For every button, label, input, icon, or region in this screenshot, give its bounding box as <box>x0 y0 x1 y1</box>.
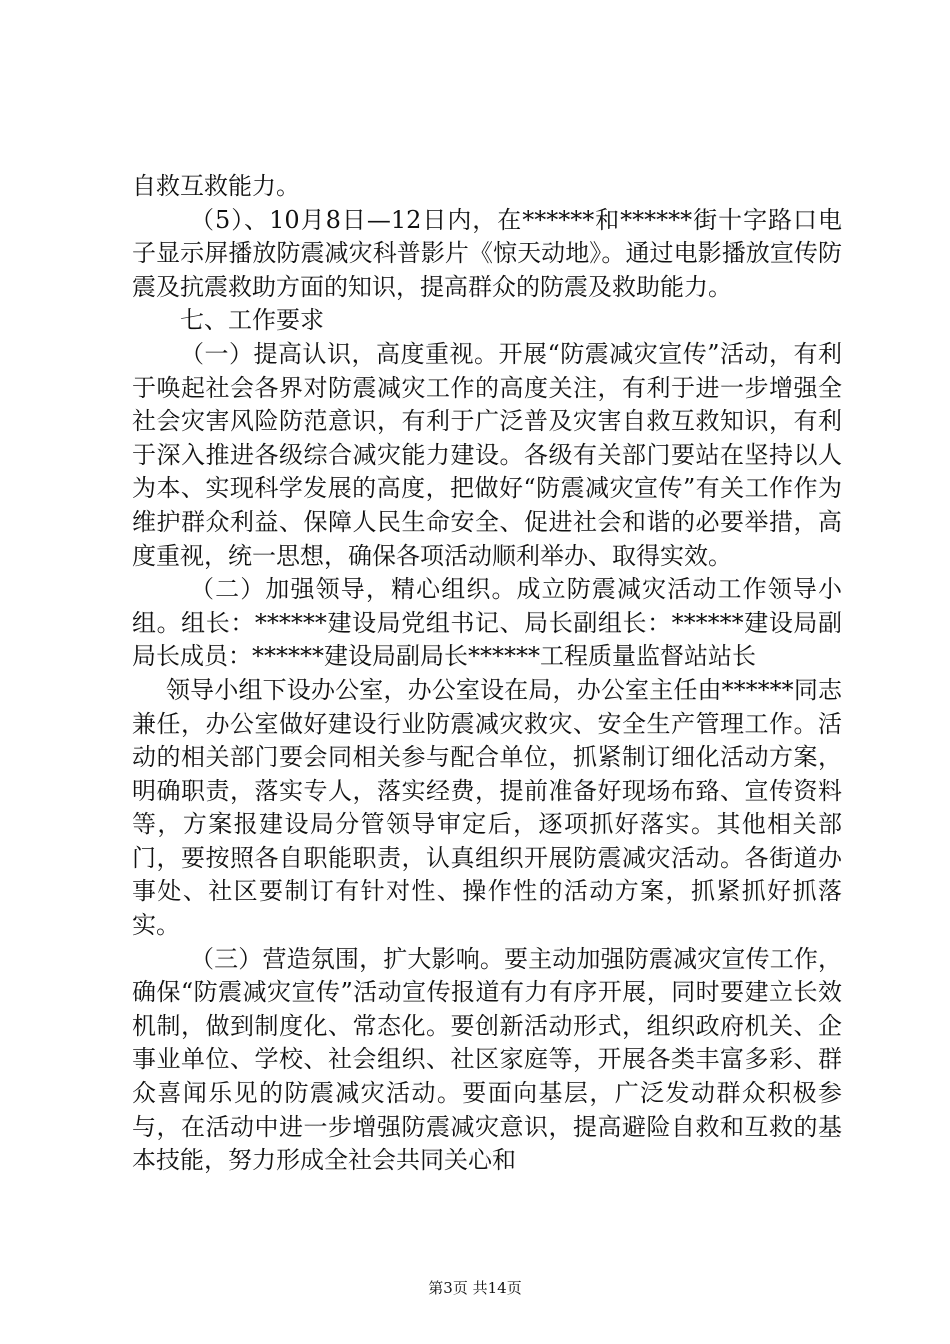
paragraph-2: （5）、10月8日—12日内，在******和******街十字路口电子显示屏播放防震减灾科普影片《惊天动地》。通过电影播放宣传防震及抗震救助方面的知识，提高群众的防震及救助能力。 <box>132 205 842 301</box>
paragraph-requirement-1: （一）提高认识，高度重视。开展“防震减灾宣传”活动，有利于唤起社会各界对防震减灾工作的高度关注，有利于进一步增强全社会灾害风险防范意识，有利于广泛普及灾害自救互救知识，有利于深入推进各级综合减灾能力建设。各级有关部门要站在坚持以人为本、实现科学发展的高度，把做好“防震减灾宣传”有关工作作为维护群众利益、保障人民生命安全、促进社会和谐的必要举措，高度重视，统一思想，确保各项活动顺利举办、取得实效。 <box>132 339 842 570</box>
section-heading-work-requirements: 七、工作要求 <box>180 306 324 335</box>
page-footer: 第3页 共14页 <box>428 1279 522 1297</box>
paragraph-requirement-3: （三）营造氛围，扩大影响。要主动加强防震减灾宣传工作，确保“防震减灾宣传”活动宣传报道有力有序开展，同时要建立长效机制，做到制度化、常态化。要创新活动形式，组织政府机关、企事业单位、学校、社会组织、社区家庭等，开展各类丰富多彩、群众喜闻乐见的防震减灾活动。要面向基层，广泛发动群众积极参与，在活动中进一步增强防震减灾意识，提高避险自救和互救的基本技能，努力形成全社会共同关心和 <box>132 944 842 1175</box>
paragraph-1: 自救互救能力。 <box>132 172 300 200</box>
paragraph-requirement-2: （二）加强领导，精心组织。成立防震减灾活动工作领导小组。组长：******建设局党组书记、局长副组长：******建设局副局长成员：******建设局副局长******工程质量监督站站长 <box>132 575 842 671</box>
paragraph-leadership-office: 领导小组下设办公室，办公室设在局，办公室主任由******同志兼任，办公室做好建设行业防震减灾救灾、安全生产管理工作。活动的相关部门要会同相关参与配合单位，抓紧制订细化活动方案，明确职责，落实专人，落实经费，提前准备好现场布臵、宣传资料等，方案报建设局分管领导审定后，逐项抓好落实。其他相关部门，要按照各自职能职责，认真组织开展防震减灾活动。各街道办事处、社区要制订有针对性、操作性的活动方案，抓紧抓好抓落实。 <box>132 675 842 940</box>
document-body <box>132 170 842 1178</box>
